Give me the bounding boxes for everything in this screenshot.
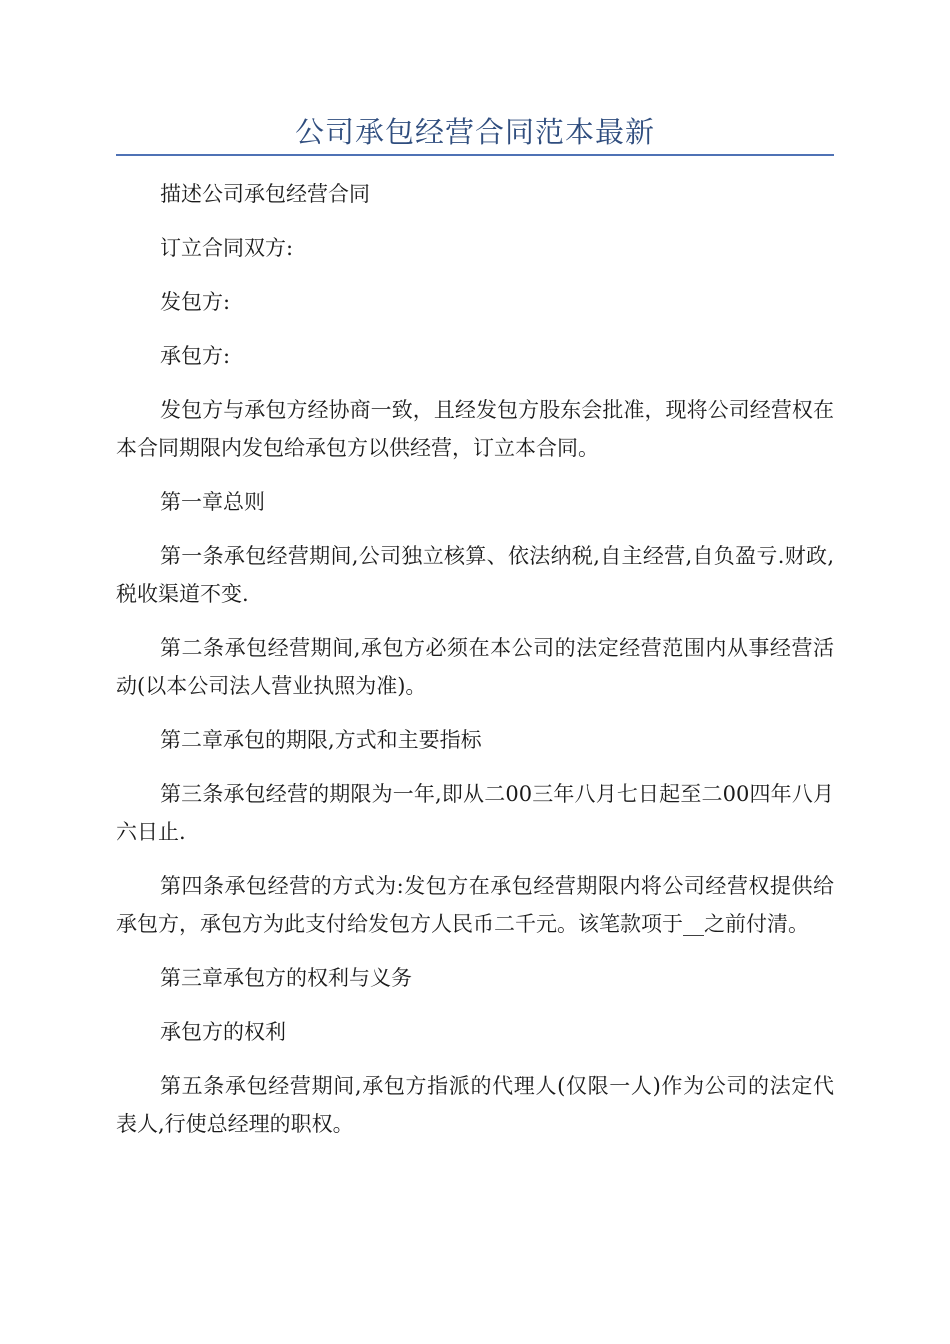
paragraph-contractor: 承包方: [160, 344, 231, 368]
paragraph-contractor-issuer: 发包方: [160, 290, 231, 314]
article-1: 第一条承包经营期间,公司独立核算、依法纳税,自主经营,自负盈亏.财政,税收渠道不变. [116, 544, 834, 606]
paragraph-preamble: 发包方与承包方经协商一致，且经发包方股东会批准，现将公司经营权在本合同期限内发包给承包方以供经营，订立本合同。 [116, 398, 834, 460]
document-body [116, 175, 834, 1159]
section-contractor-rights: 承包方的权利 [160, 1020, 286, 1044]
article-2: 第二条承包经营期间,承包方必须在本公司的法定经营范围内从事经营活动(以本公司法人营业执照为准)。 [116, 636, 834, 698]
article-3: 第三条承包经营的期限为一年,即从二00三年八月七日起至二00四年八月六日止. [116, 782, 834, 844]
document-title: 公司承包经营合同范本最新 [294, 115, 655, 149]
article-5: 第五条承包经营期间,承包方指派的代理人(仅限一人)作为公司的法定代表人,行使总经理的职权。 [116, 1074, 834, 1136]
paragraph-parties-heading: 订立合同双方: [160, 236, 294, 260]
title-underline [116, 154, 834, 156]
chapter-1-heading: 第一章总则 [160, 490, 265, 514]
chapter-3-heading: 第三章承包方的权利与义务 [160, 966, 412, 990]
chapter-2-heading: 第二章承包的期限,方式和主要指标 [160, 728, 482, 752]
paragraph-description: 描述公司承包经营合同 [160, 182, 370, 206]
article-4: 第四条承包经营的方式为:发包方在承包经营期限内将公司经营权提供给承包方，承包方为此支付给发包方人民币二千元。该笔款项于__之前付清。 [116, 874, 834, 936]
